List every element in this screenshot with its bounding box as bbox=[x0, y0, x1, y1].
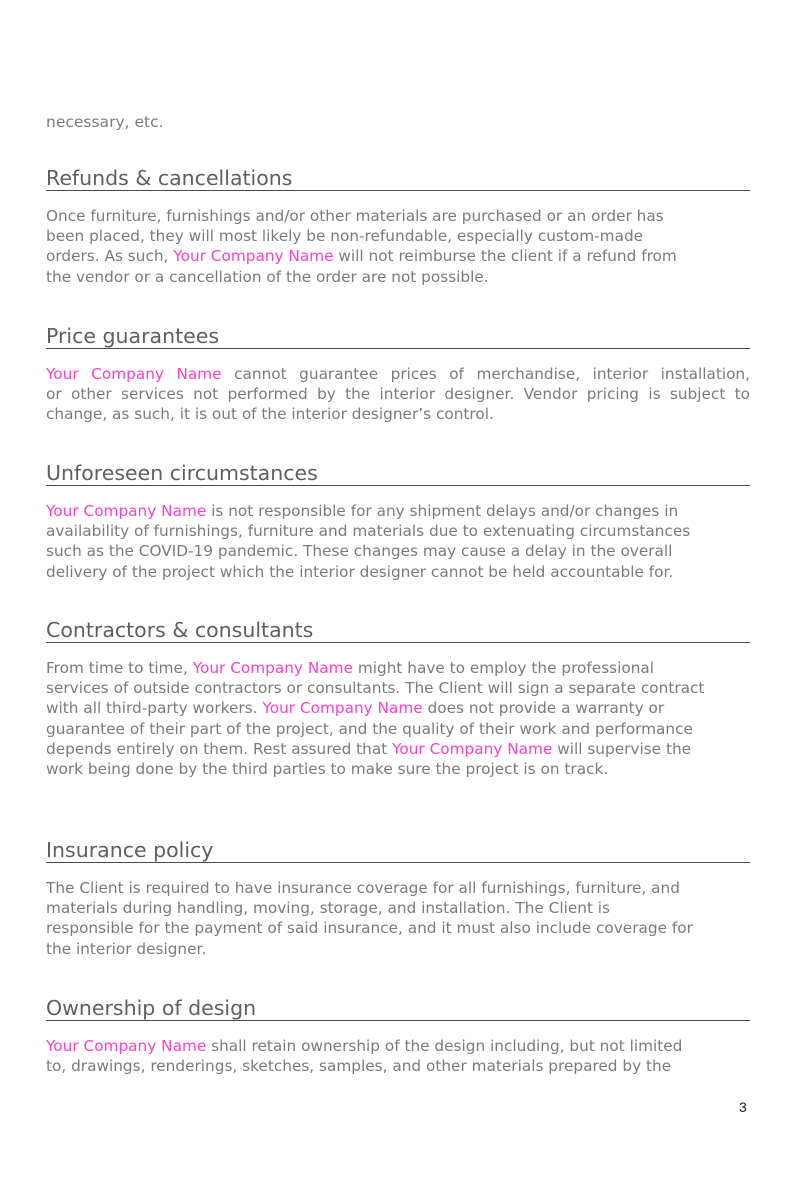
text-run: The Client is required to have insurance coverage for all furnishings, furniture, and bbox=[46, 879, 680, 897]
company-name-placeholder: Your Company Name bbox=[46, 1037, 207, 1055]
company-name-placeholder: Your Company Name bbox=[46, 502, 207, 520]
body-line bbox=[46, 698, 750, 718]
section-ownership-of-design bbox=[46, 996, 750, 1076]
section-refunds bbox=[46, 166, 750, 287]
text-run: work being done by the third parties to make sure the project is on track. bbox=[46, 760, 609, 779]
text-run: cannot guarantee prices of merchandise, interior installation, bbox=[221, 365, 750, 383]
section-body bbox=[46, 878, 750, 959]
section-body bbox=[46, 658, 750, 779]
section-price-guarantees bbox=[46, 324, 750, 425]
body-line bbox=[46, 384, 750, 404]
body-line bbox=[46, 364, 750, 384]
text-run: change, as such, it is out of the interior designer’s control. bbox=[46, 405, 494, 424]
section-contractors-consultants bbox=[46, 618, 750, 779]
company-name-placeholder: Your Company Name bbox=[192, 659, 353, 677]
page-number: 3 bbox=[739, 1099, 747, 1115]
text-run: might have to employ the professional bbox=[352, 659, 655, 677]
text-run: delivery of the project which the interior designer cannot be held accountable for. bbox=[46, 562, 674, 581]
section-body bbox=[46, 501, 750, 582]
text-run: with all third-party workers. bbox=[46, 699, 263, 718]
body-line bbox=[46, 267, 750, 287]
text-run: depends entirely on them. Rest assured that bbox=[46, 739, 393, 758]
body-line bbox=[46, 658, 750, 678]
body-line bbox=[46, 226, 750, 246]
section-heading: Ownership of design bbox=[46, 996, 750, 1021]
section-insurance-policy bbox=[46, 838, 750, 959]
section-heading: Contractors & consultants bbox=[46, 618, 750, 643]
text-run: or other services not performed by the interior designer. Vendor pricing is subject to bbox=[46, 385, 750, 404]
text-run: will supervise the bbox=[552, 739, 692, 758]
body-line bbox=[46, 246, 750, 266]
company-name-placeholder: Your Company Name bbox=[46, 365, 222, 383]
text-run: shall retain ownership of the design including, but not limited bbox=[206, 1037, 683, 1055]
text-run: the vendor or a cancellation of the order are not possible. bbox=[46, 267, 489, 286]
text-run: materials during handling, moving, storage, and installation. The Client is bbox=[46, 899, 611, 918]
body-line bbox=[46, 678, 750, 698]
text-run: From time to time, bbox=[46, 659, 193, 677]
text-run: does not provide a warranty or bbox=[422, 699, 665, 718]
section-unforeseen-circumstances bbox=[46, 461, 750, 582]
body-line bbox=[46, 404, 750, 424]
company-name-placeholder: Your Company Name bbox=[392, 739, 553, 758]
company-name-placeholder: Your Company Name bbox=[173, 247, 334, 266]
continuation-text: necessary, etc. bbox=[46, 113, 164, 131]
text-run: the interior designer. bbox=[46, 939, 207, 958]
text-run: is not responsible for any shipment delays and/or changes in bbox=[206, 502, 679, 520]
body-line bbox=[46, 1056, 750, 1076]
section-heading: Insurance policy bbox=[46, 838, 750, 863]
body-line bbox=[46, 759, 750, 779]
company-name-placeholder: Your Company Name bbox=[262, 699, 423, 718]
body-line bbox=[46, 541, 750, 561]
text-run: services of outside contractors or consultants. The Client will sign a separate contract bbox=[46, 679, 705, 698]
section-body bbox=[46, 364, 750, 425]
body-line bbox=[46, 939, 750, 959]
text-run: will not reimburse the client if a refund from bbox=[333, 247, 677, 266]
body-line bbox=[46, 739, 750, 759]
section-heading: Refunds & cancellations bbox=[46, 166, 750, 191]
text-run: to, drawings, renderings, sketches, samples, and other materials prepared by the bbox=[46, 1057, 672, 1076]
section-heading: Price guarantees bbox=[46, 324, 750, 349]
body-line bbox=[46, 898, 750, 918]
text-run: been placed, they will most likely be non-refundable, especially custom-made bbox=[46, 227, 644, 246]
section-body bbox=[46, 206, 750, 287]
text-run: guarantee of their part of the project, and the quality of their work and performance bbox=[46, 719, 693, 738]
text-run: responsible for the payment of said insurance, and it must also include coverage for bbox=[46, 919, 693, 938]
document-page bbox=[46, 0, 750, 1191]
body-line bbox=[46, 1036, 750, 1056]
section-heading: Unforeseen circumstances bbox=[46, 461, 750, 486]
body-line bbox=[46, 719, 750, 739]
body-line bbox=[46, 521, 750, 541]
body-line bbox=[46, 918, 750, 938]
text-run: orders. As such, bbox=[46, 247, 174, 266]
text-run: such as the COVID-19 pandemic. These changes may cause a delay in the overall bbox=[46, 542, 673, 561]
text-run: Once furniture, furnishings and/or other materials are purchased or an order has bbox=[46, 207, 664, 225]
text-run: availability of furnishings, furniture and materials due to extenuating circumstances bbox=[46, 522, 691, 541]
body-line bbox=[46, 562, 750, 582]
body-line bbox=[46, 206, 750, 226]
section-body bbox=[46, 1036, 750, 1076]
body-line bbox=[46, 501, 750, 521]
body-line bbox=[46, 878, 750, 898]
